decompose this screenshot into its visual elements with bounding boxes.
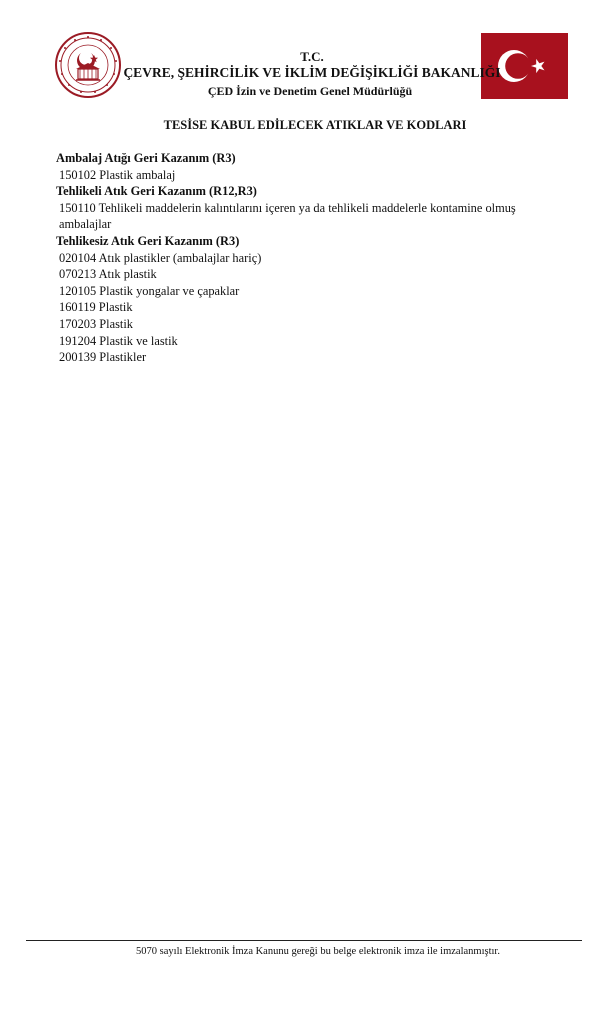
footer-e-signature-note: 5070 sayılı Elektronik İmza Kanunu gereği bu belge elektronik imza ile imzalanmıştır. <box>136 946 500 957</box>
waste-code-list <box>56 150 556 366</box>
list-item: 150110 Tehlikeli maddelerin kalıntılarını içeren ya da tehlikeli maddelerle kontamine olmuş ambalajlar <box>59 200 516 232</box>
ministry-name: ÇEVRE, ŞEHİRCİLİK VE İKLİM DEĞİŞİKLİĞİ BAKANLIĞI <box>123 65 501 80</box>
header-tc: T.C. <box>300 49 324 64</box>
list-item: 170203 Plastik <box>59 316 134 331</box>
list-item: 070213 Atık plastik <box>59 267 157 282</box>
footer-divider <box>26 940 582 941</box>
department-name: ÇED İzin ve Denetim Genel Müdürlüğü <box>207 84 413 98</box>
document-title: TESİSE KABUL EDİLECEK ATIKLAR VE KODLARI <box>163 118 467 132</box>
section-title-hazardous: Tehlikeli Atık Geri Kazanım (R12,R3) <box>56 184 257 199</box>
list-item: 200139 Plastikler <box>59 350 147 365</box>
section-title-packaging: Ambalaj Atığı Geri Kazanım (R3) <box>56 151 236 165</box>
list-item: 160119 Plastik <box>59 300 133 315</box>
list-item: 191204 Plastik ve lastik <box>59 333 178 348</box>
list-item: 020104 Atık plastikler (ambalajlar hariç) <box>59 250 262 265</box>
list-item: 120105 Plastik yongalar ve çapaklar <box>59 283 240 298</box>
list-item: 150102 Plastik ambalaj <box>59 167 176 182</box>
section-title-non-hazardous: Tehlikesiz Atık Geri Kazanım (R3) <box>56 233 240 248</box>
